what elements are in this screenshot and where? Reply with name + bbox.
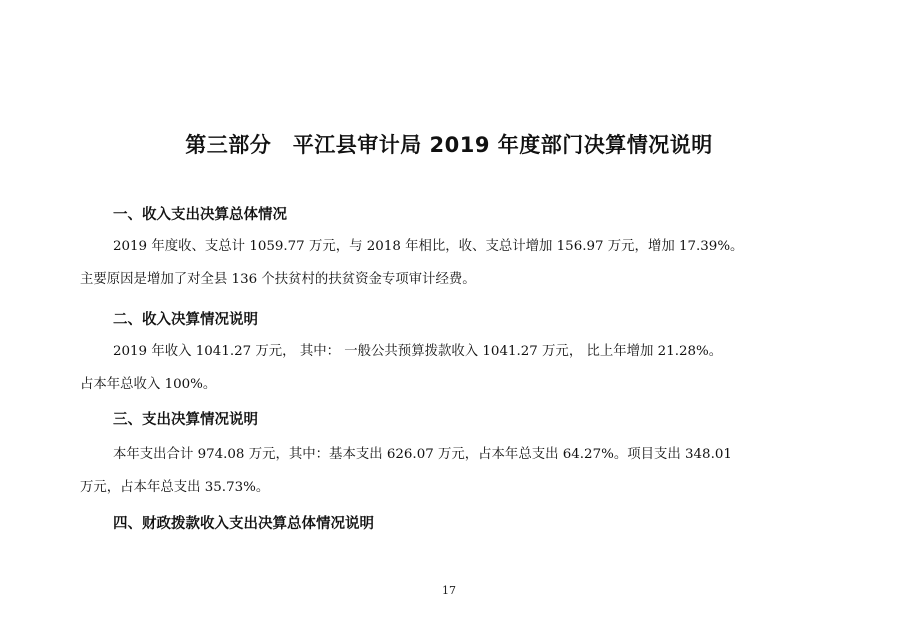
section-heading-3: 三、支出决算情况说明: [113, 412, 258, 428]
page-title: 第三部分 平江县审计局 2019 年度部门决算情况说明: [185, 133, 713, 157]
paragraph-line: 本年支出合计 974.08 万元，其中：基本支出 626.07 万元，占本年总支出 64.27%。项目支出 348.01: [113, 447, 732, 462]
paragraph-line: 主要原因是增加了对全县 136 个扶贫村的扶贫资金专项审计经费。: [80, 272, 476, 287]
section-heading-4: 四、财政拨款收入支出决算总体情况说明: [113, 516, 374, 532]
page-number: 17: [442, 584, 456, 597]
section-paragraph-2: [80, 341, 820, 396]
paragraph-line: 万元，占本年总支出 35.73%。: [80, 480, 270, 495]
section-paragraph-1: [80, 236, 820, 291]
paragraph-line: 2019 年度收、支总计 1059.77 万元，与 2018 年相比，收、支总计增加 156.97 万元，增加 17.39%。: [113, 239, 744, 254]
paragraph-line: 2019 年收入 1041.27 万元， 其中： 一般公共预算拨款收入 1041.27 万元， 比上年增加 21.28%。: [113, 344, 723, 359]
section-paragraph-3: [80, 444, 820, 499]
paragraph-line: 占本年总收入 100%。: [80, 377, 217, 392]
section-heading-1: 一、收入支出决算总体情况: [113, 207, 287, 223]
section-heading-2: 二、收入决算情况说明: [113, 312, 258, 328]
